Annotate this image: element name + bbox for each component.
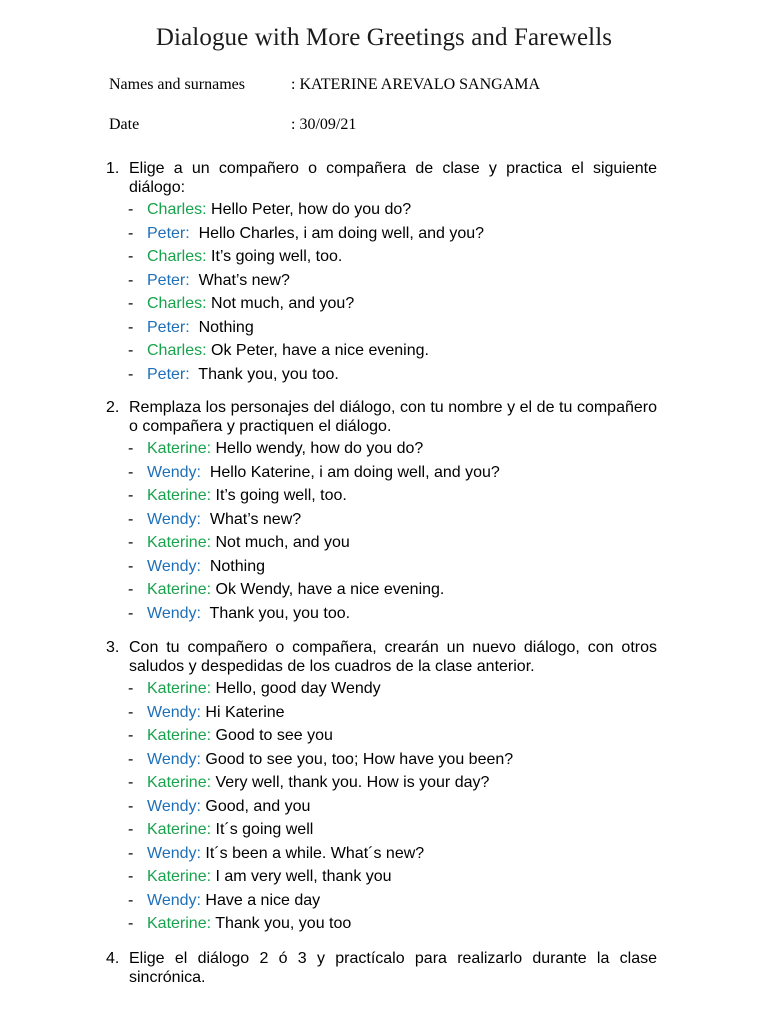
speaker-name: Peter: [147,365,190,383]
section-instruction: Elige el diálogo 2 ó 3 y practícalo para realizarlo durante la clase sincrónica. [129,950,657,986]
line-content [147,580,444,599]
dialogue-list [106,679,657,938]
speaker-name: Katerine: [147,440,212,457]
line-content [147,271,290,290]
bullet-dash: - [128,295,134,312]
dialogue-text: Thank you, you too [211,915,352,932]
line-content [147,914,351,933]
section-4 [106,949,657,987]
dialogue-line [106,294,657,318]
bullet-dash: - [128,680,134,697]
section-number: 3. [106,639,120,656]
dialogue-line [106,224,657,248]
dialogue-line [106,820,657,844]
speaker-name: Katerine: [147,821,212,838]
bullet-dash: - [128,534,134,551]
dialogue-line [106,341,657,365]
speaker-name: Katerine: [147,534,212,551]
line-content [147,341,429,360]
line-content [147,679,381,698]
dialogue-line [106,557,657,581]
line-content [147,200,411,219]
dialogue-line [106,726,657,750]
dialogue-text: Nothing [200,557,265,575]
bullet-dash: - [128,868,134,885]
dialogue-line [106,533,657,557]
dialogue-line [106,365,657,389]
dialogue-text: Not much, and you? [206,295,355,312]
dialogue-text: Not much, and you [211,534,350,551]
date-row [109,116,357,134]
dialogue-text: Good to see you, too; How have you been? [200,750,514,768]
date-label: Date [109,116,140,133]
bullet-dash: - [128,248,134,265]
section-1 [106,159,657,388]
section-number: 1. [106,160,120,177]
line-content [147,844,424,863]
dialogue-line [106,867,657,891]
bullet-dash: - [128,750,134,768]
dialogue-line [106,750,657,774]
dialogue-line [106,580,657,604]
dialogue-line [106,679,657,703]
dialogue-list [106,439,657,627]
dialogue-text: Nothing [189,318,254,336]
line-content [147,604,350,623]
bullet-dash: - [128,821,134,838]
line-content [147,820,313,839]
dialogue-line [106,486,657,510]
line-content [147,510,301,529]
speaker-name: Wendy: [147,604,201,622]
bullet-dash: - [128,201,134,218]
speaker-name: Wendy: [147,557,201,575]
names-label: Names and surnames [109,76,245,93]
speaker-name: Katerine: [147,680,212,697]
speaker-name: Charles: [147,295,207,312]
line-content [147,463,500,482]
names-value: : KATERINE AREVALO SANGAMA [291,76,541,93]
bullet-dash: - [128,463,134,481]
dialogue-line [106,703,657,727]
line-content [147,891,320,910]
bullet-dash: - [128,342,134,359]
dialogue-text: Good, and you [200,797,311,815]
speaker-name: Charles: [147,201,207,218]
dialogue-line [106,463,657,487]
line-content [147,703,285,722]
speaker-name: Wendy: [147,844,201,862]
dialogue-line [106,604,657,628]
bullet-dash: - [128,440,134,457]
date-value: : 30/09/21 [291,116,357,133]
dialogue-line [106,510,657,534]
speaker-name: Katerine: [147,915,212,932]
line-content [147,750,513,769]
section-2 [106,398,657,627]
section-instruction: Elige a un compañero o compañera de clase y practica el siguiente diálogo: [129,160,657,196]
dialogue-line [106,797,657,821]
section-number: 2. [106,399,120,416]
speaker-name: Charles: [147,248,207,265]
section-instruction: Con tu compañero o compañera, crearán un nuevo diálogo, con otros saludos y despedidas de los cuadros de la clase anterior. [129,639,657,675]
bullet-dash: - [128,604,134,622]
dialogue-text: Hello Katerine, i am doing well, and you? [200,463,500,481]
bullet-dash: - [128,487,134,504]
dialogue-text: What’s new? [200,510,302,528]
speaker-name: Wendy: [147,797,201,815]
dialogue-text: Thank you, you too. [200,604,351,622]
dialogue-line [106,773,657,797]
section-3 [106,638,657,938]
dialogue-text: Hello Charles, i am doing well, and you? [189,224,485,242]
bullet-dash: - [128,703,134,721]
dialogue-line [106,891,657,915]
line-content [147,773,489,792]
dialogue-line [106,271,657,295]
dialogue-line [106,844,657,868]
dialogue-text: It’s going well, too. [206,248,343,265]
bullet-dash: - [128,318,134,336]
bullet-dash: - [128,271,134,289]
names-row [109,76,541,94]
speaker-name: Katerine: [147,774,212,791]
dialogue-list [106,200,657,388]
dialogue-text: Hello wendy, how do you do? [211,440,424,457]
dialogue-text: It´s going well [211,821,314,838]
dialogue-text: Hello, good day Wendy [211,680,381,697]
dialogue-line [106,200,657,224]
dialogue-text: Hello Peter, how do you do? [206,201,412,218]
dialogue-text: It’s going well, too. [211,487,347,504]
bullet-dash: - [128,774,134,791]
document-title: Dialogue with More Greetings and Farewells [155,24,613,51]
dialogue-text: Very well, thank you. How is your day? [211,774,490,791]
dialogue-line [106,247,657,271]
line-content [147,365,339,384]
speaker-name: Wendy: [147,510,201,528]
dialogue-text: It´s been a while. What´s new? [200,844,425,862]
dialogue-text: Have a nice day [200,891,321,909]
bullet-dash: - [128,557,134,575]
line-content [147,294,354,313]
bullet-dash: - [128,797,134,815]
speaker-name: Wendy: [147,891,201,909]
line-content [147,533,350,552]
dialogue-text: Hi Katerine [200,703,285,721]
line-content [147,726,333,745]
speaker-name: Wendy: [147,463,201,481]
line-content [147,867,392,886]
dialogue-line [106,318,657,342]
speaker-name: Wendy: [147,703,201,721]
dialogue-text: Good to see you [211,727,333,744]
speaker-name: Katerine: [147,581,212,598]
line-content [147,439,423,458]
bullet-dash: - [128,224,134,242]
bullet-dash: - [128,510,134,528]
bullet-dash: - [128,844,134,862]
section-instruction: Remplaza los personajes del diálogo, con tu nombre y el de tu compañero o compañera y practiquen el diálogo. [129,399,657,435]
bullet-dash: - [128,727,134,744]
line-content [147,224,484,243]
bullet-dash: - [128,581,134,598]
dialogue-line [106,439,657,463]
dialogue-text: What’s new? [189,271,290,289]
section-number: 4. [106,950,120,967]
speaker-name: Peter: [147,318,190,336]
dialogue-text: Ok Peter, have a nice evening. [206,342,429,359]
speaker-name: Katerine: [147,868,212,885]
bullet-dash: - [128,891,134,909]
line-content [147,486,347,505]
bullet-dash: - [128,365,134,383]
bullet-dash: - [128,915,134,932]
speaker-name: Charles: [147,342,207,359]
speaker-name: Katerine: [147,727,212,744]
speaker-name: Wendy: [147,750,201,768]
line-content [147,318,254,337]
line-content [147,247,342,266]
speaker-name: Katerine: [147,487,212,504]
speaker-name: Peter: [147,271,190,289]
dialogue-text: Ok Wendy, have a nice evening. [211,581,445,598]
line-content [147,557,265,576]
dialogue-text: Thank you, you too. [189,365,339,383]
dialogue-line [106,914,657,938]
speaker-name: Peter: [147,224,190,242]
line-content [147,797,310,816]
dialogue-text: I am very well, thank you [211,868,392,885]
